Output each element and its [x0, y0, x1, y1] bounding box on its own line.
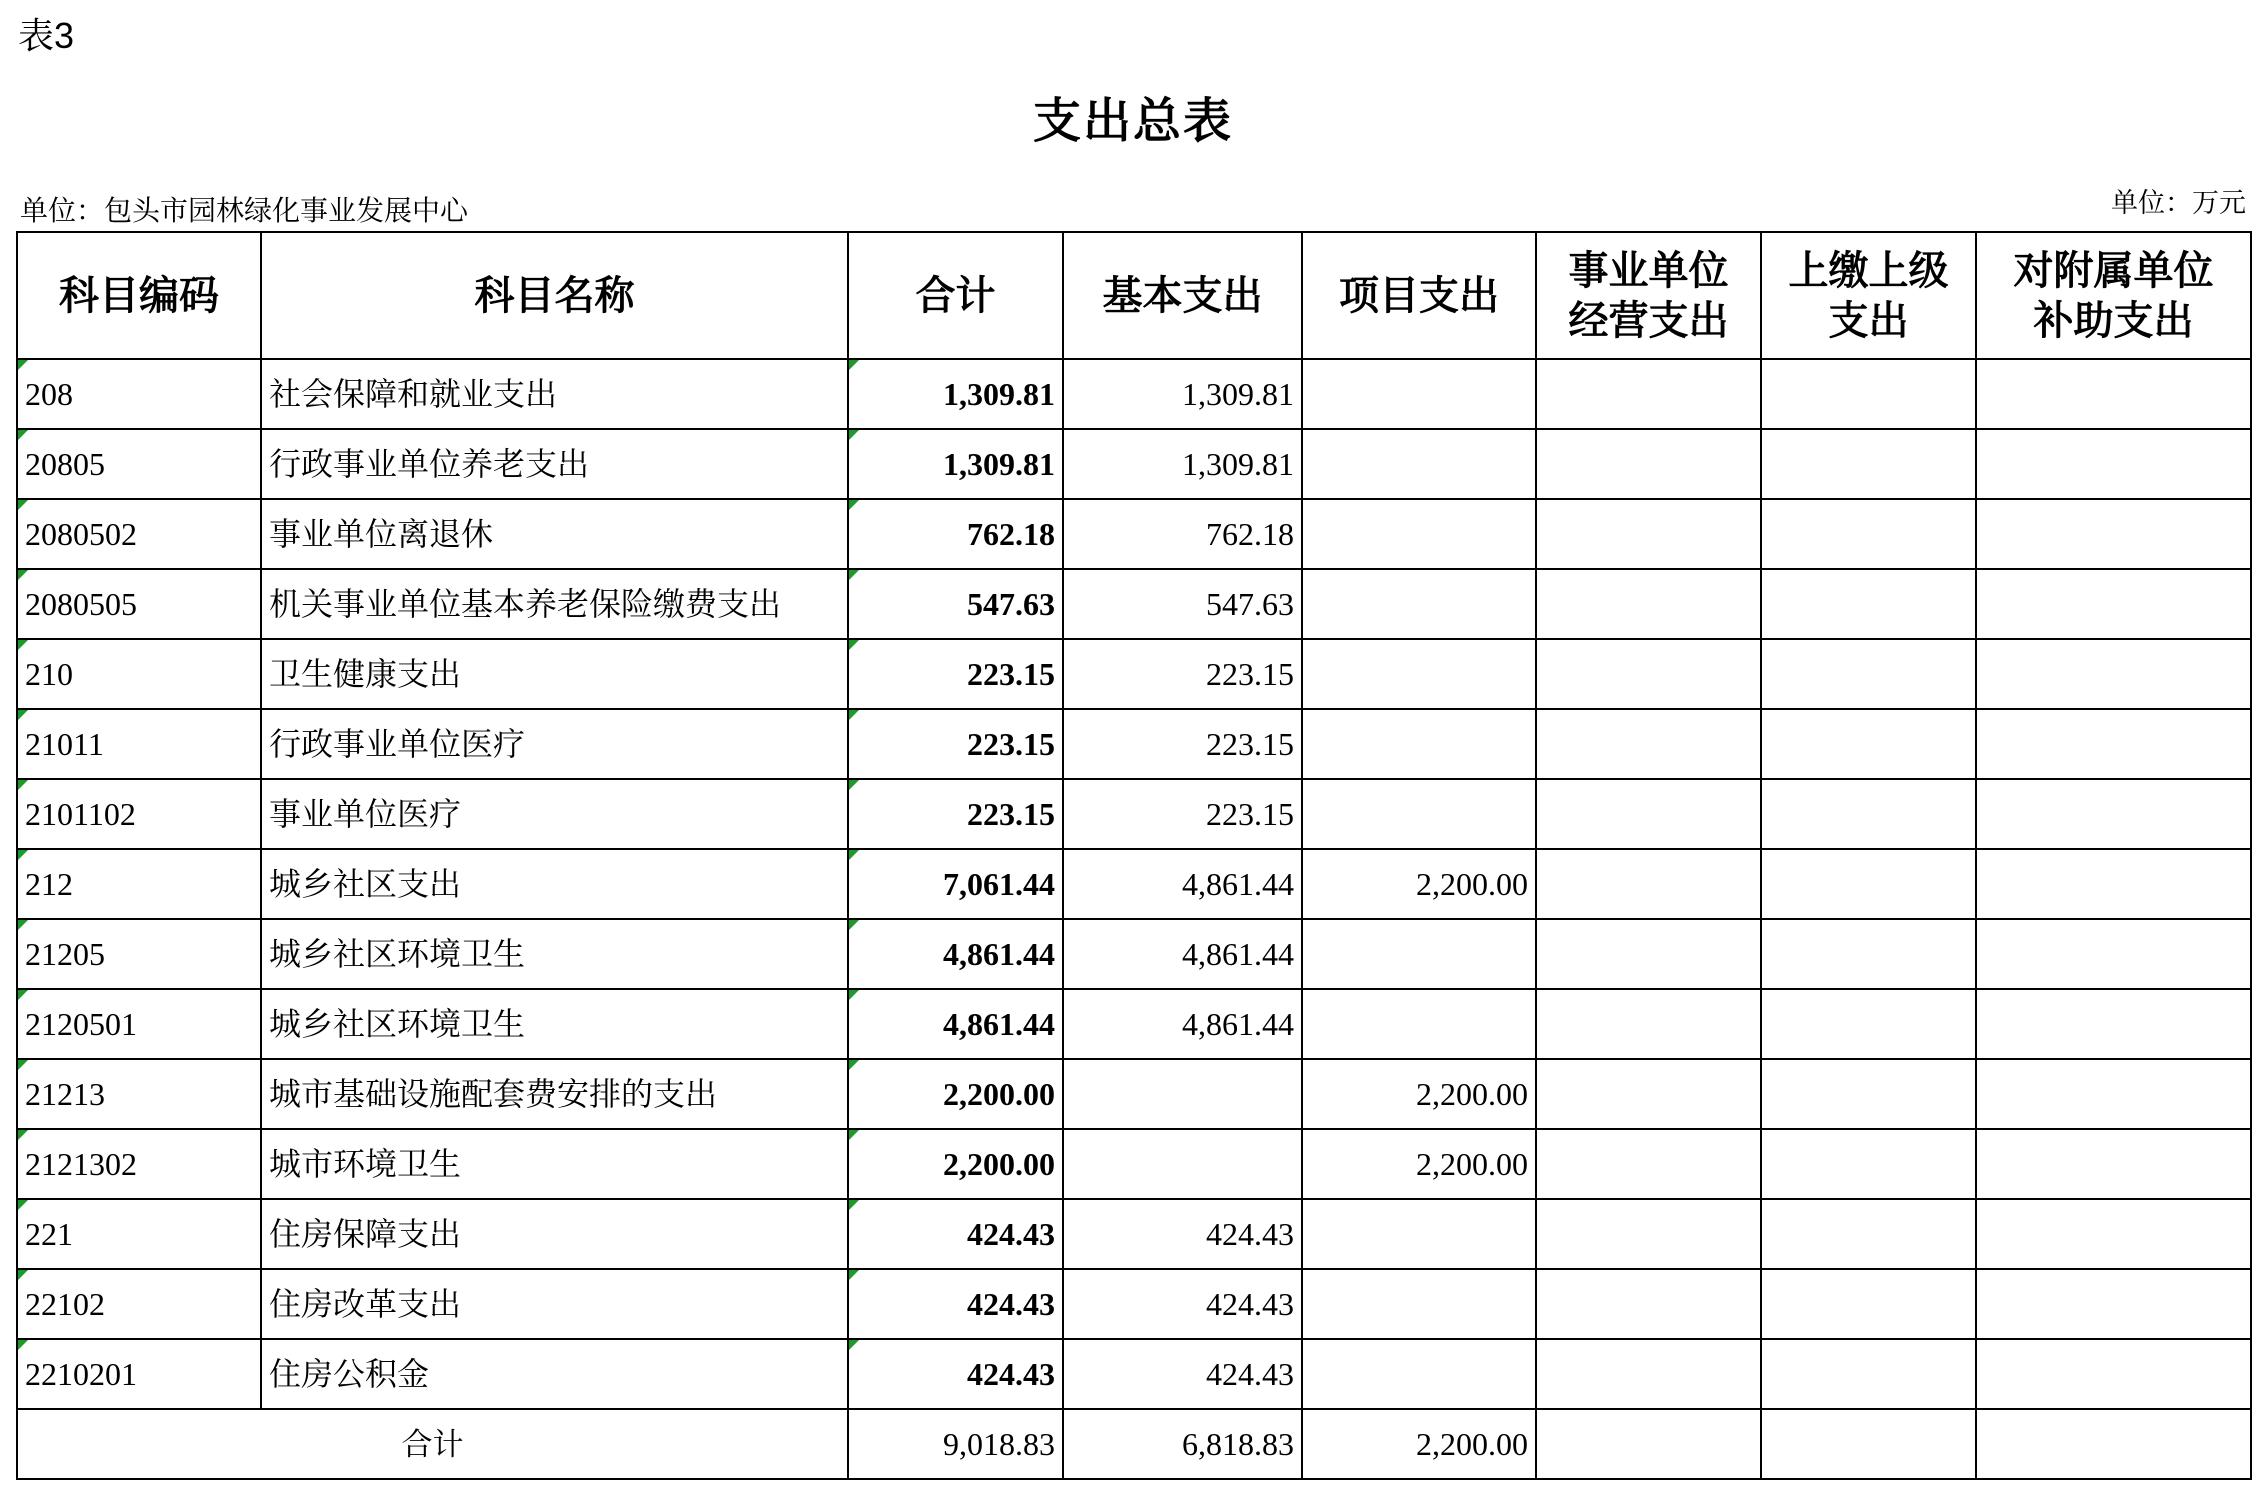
subsidy-expenditure-cell [1976, 429, 2251, 499]
table-row [17, 1129, 2251, 1199]
project-expenditure-cell: 2,200.00 [1302, 1059, 1536, 1129]
table-header [17, 232, 2251, 359]
subject-name-cell: 城市环境卫生 [261, 1129, 848, 1199]
upper-payment-cell [1761, 1059, 1976, 1129]
upper-payment-cell [1761, 1129, 1976, 1199]
total-amount-cell: 4,861.44 [848, 919, 1063, 989]
subject-code-cell: 2101102 [17, 779, 261, 849]
business-expenditure-cell [1536, 989, 1761, 1059]
table-row [17, 919, 2251, 989]
business-expenditure-cell [1536, 1199, 1761, 1269]
business-expenditure-cell [1536, 359, 1761, 429]
subsidy-expenditure-cell [1976, 709, 2251, 779]
table-row [17, 849, 2251, 919]
basic-expenditure-cell: 223.15 [1063, 709, 1302, 779]
table-row [17, 569, 2251, 639]
business-expenditure-cell [1536, 849, 1761, 919]
subject-code-cell: 22102 [17, 1269, 261, 1339]
project-expenditure-cell: 2,200.00 [1302, 849, 1536, 919]
subject-name-cell: 社会保障和就业支出 [261, 359, 848, 429]
upper-payment-cell [1761, 1339, 1976, 1409]
basic-expenditure-cell: 4,861.44 [1063, 989, 1302, 1059]
subsidy-expenditure-cell [1976, 499, 2251, 569]
business-expenditure-cell [1536, 1269, 1761, 1339]
table-footer [17, 1409, 2251, 1479]
table-row [17, 779, 2251, 849]
upper-payment-cell [1761, 779, 1976, 849]
basic-expenditure-cell: 223.15 [1063, 779, 1302, 849]
upper-payment-cell [1761, 1199, 1976, 1269]
table-row [17, 709, 2251, 779]
subsidy-expenditure-cell [1976, 639, 2251, 709]
column-header-subsidy [1976, 232, 2251, 359]
total-row-total: 9,018.83 [848, 1409, 1063, 1479]
subject-name-cell: 住房改革支出 [261, 1269, 848, 1339]
upper-payment-cell [1761, 709, 1976, 779]
business-expenditure-cell [1536, 1339, 1761, 1409]
total-row-business [1536, 1409, 1761, 1479]
total-row-upper [1761, 1409, 1976, 1479]
subject-code-cell: 2210201 [17, 1339, 261, 1409]
upper-payment-cell [1761, 919, 1976, 989]
upper-payment-cell [1761, 849, 1976, 919]
subject-code-cell: 21213 [17, 1059, 261, 1129]
subject-code-cell: 212 [17, 849, 261, 919]
column-header-upper [1761, 232, 1976, 359]
subject-name-cell: 城市基础设施配套费安排的支出 [261, 1059, 848, 1129]
subject-code-cell: 2120501 [17, 989, 261, 1059]
subsidy-expenditure-cell [1976, 779, 2251, 849]
table-row [17, 359, 2251, 429]
unit-currency-label: 单位：万元 [2111, 188, 2246, 218]
subsidy-expenditure-cell [1976, 919, 2251, 989]
project-expenditure-cell [1302, 569, 1536, 639]
table-number-label: 表3 [18, 15, 75, 56]
subsidy-expenditure-cell [1976, 1059, 2251, 1129]
total-amount-cell: 1,309.81 [848, 429, 1063, 499]
total-amount-cell: 1,309.81 [848, 359, 1063, 429]
column-header-total: 合计 [848, 232, 1063, 359]
total-row-project: 2,200.00 [1302, 1409, 1536, 1479]
business-expenditure-cell [1536, 779, 1761, 849]
project-expenditure-cell [1302, 1269, 1536, 1339]
basic-expenditure-cell: 424.43 [1063, 1199, 1302, 1269]
subject-name-cell: 住房公积金 [261, 1339, 848, 1409]
subject-name-cell: 行政事业单位养老支出 [261, 429, 848, 499]
project-expenditure-cell [1302, 919, 1536, 989]
expenditure-summary-table [16, 231, 2252, 1480]
total-amount-cell: 424.43 [848, 1269, 1063, 1339]
business-expenditure-cell [1536, 639, 1761, 709]
column-header-subsidy-line-1: 对附属单位 [2013, 248, 2214, 293]
basic-expenditure-cell: 4,861.44 [1063, 849, 1302, 919]
subsidy-expenditure-cell [1976, 989, 2251, 1059]
basic-expenditure-cell: 762.18 [1063, 499, 1302, 569]
subject-code-cell: 21205 [17, 919, 261, 989]
table-row [17, 1059, 2251, 1129]
total-amount-cell: 223.15 [848, 709, 1063, 779]
total-amount-cell: 4,861.44 [848, 989, 1063, 1059]
subject-code-cell: 2080502 [17, 499, 261, 569]
business-expenditure-cell [1536, 1129, 1761, 1199]
table-row [17, 1339, 2251, 1409]
subsidy-expenditure-cell [1976, 1129, 2251, 1199]
basic-expenditure-cell [1063, 1129, 1302, 1199]
project-expenditure-cell [1302, 989, 1536, 1059]
total-amount-cell: 547.63 [848, 569, 1063, 639]
column-header-business-line-1: 事业单位 [1568, 248, 1729, 293]
project-expenditure-cell [1302, 1339, 1536, 1409]
subject-code-cell: 210 [17, 639, 261, 709]
business-expenditure-cell [1536, 709, 1761, 779]
subsidy-expenditure-cell [1976, 569, 2251, 639]
total-amount-cell: 2,200.00 [848, 1129, 1063, 1199]
business-expenditure-cell [1536, 569, 1761, 639]
table-row [17, 499, 2251, 569]
subject-code-cell: 2080505 [17, 569, 261, 639]
column-header-upper-line-2: 支出 [1828, 298, 1909, 343]
column-header-upper-line-1: 上缴上级 [1788, 248, 1949, 293]
basic-expenditure-cell: 547.63 [1063, 569, 1302, 639]
project-expenditure-cell: 2,200.00 [1302, 1129, 1536, 1199]
business-expenditure-cell [1536, 919, 1761, 989]
table-row [17, 1199, 2251, 1269]
subsidy-expenditure-cell [1976, 1339, 2251, 1409]
table-body [17, 359, 2251, 1409]
table-row [17, 989, 2251, 1059]
business-expenditure-cell [1536, 1059, 1761, 1129]
basic-expenditure-cell: 1,309.81 [1063, 359, 1302, 429]
total-amount-cell: 223.15 [848, 639, 1063, 709]
subject-name-cell: 行政事业单位医疗 [261, 709, 848, 779]
subject-name-cell: 卫生健康支出 [261, 639, 848, 709]
column-header-project: 项目支出 [1302, 232, 1536, 359]
subject-name-cell: 城乡社区支出 [261, 849, 848, 919]
basic-expenditure-cell: 424.43 [1063, 1339, 1302, 1409]
column-header-code: 科目编码 [17, 232, 261, 359]
subsidy-expenditure-cell [1976, 849, 2251, 919]
subsidy-expenditure-cell [1976, 1199, 2251, 1269]
total-amount-cell: 223.15 [848, 779, 1063, 849]
basic-expenditure-cell: 4,861.44 [1063, 919, 1302, 989]
table-row [17, 639, 2251, 709]
project-expenditure-cell [1302, 639, 1536, 709]
column-header-business [1536, 232, 1761, 359]
page-title: 支出总表 [1032, 95, 1233, 148]
upper-payment-cell [1761, 569, 1976, 639]
upper-payment-cell [1761, 639, 1976, 709]
total-amount-cell: 424.43 [848, 1339, 1063, 1409]
column-header-basic: 基本支出 [1063, 232, 1302, 359]
subject-code-cell: 2121302 [17, 1129, 261, 1199]
upper-payment-cell [1761, 359, 1976, 429]
subsidy-expenditure-cell [1976, 1269, 2251, 1339]
column-header-name: 科目名称 [261, 232, 848, 359]
upper-payment-cell [1761, 1269, 1976, 1339]
subject-name-cell: 城乡社区环境卫生 [261, 989, 848, 1059]
total-amount-cell: 424.43 [848, 1199, 1063, 1269]
upper-payment-cell [1761, 499, 1976, 569]
business-expenditure-cell [1536, 499, 1761, 569]
table-row [17, 429, 2251, 499]
subsidy-expenditure-cell [1976, 359, 2251, 429]
upper-payment-cell [1761, 429, 1976, 499]
total-row-subsidy [1976, 1409, 2251, 1479]
total-row-label: 合计 [17, 1409, 848, 1479]
basic-expenditure-cell: 1,309.81 [1063, 429, 1302, 499]
project-expenditure-cell [1302, 499, 1536, 569]
table-total-row [17, 1409, 2251, 1479]
subject-code-cell: 21011 [17, 709, 261, 779]
table-header-row [17, 232, 2251, 359]
subject-name-cell: 住房保障支出 [261, 1199, 848, 1269]
subject-code-cell: 221 [17, 1199, 261, 1269]
column-header-business-line-2: 经营支出 [1568, 298, 1729, 343]
project-expenditure-cell [1302, 709, 1536, 779]
project-expenditure-cell [1302, 429, 1536, 499]
total-amount-cell: 2,200.00 [848, 1059, 1063, 1129]
column-header-subsidy-line-2: 补助支出 [2033, 298, 2194, 343]
subject-name-cell: 城乡社区环境卫生 [261, 919, 848, 989]
basic-expenditure-cell: 424.43 [1063, 1269, 1302, 1339]
subject-code-cell: 20805 [17, 429, 261, 499]
subject-name-cell: 机关事业单位基本养老保险缴费支出 [261, 569, 848, 639]
upper-payment-cell [1761, 989, 1976, 1059]
project-expenditure-cell [1302, 779, 1536, 849]
total-amount-cell: 7,061.44 [848, 849, 1063, 919]
subject-code-cell: 208 [17, 359, 261, 429]
unit-organization-label: 单位：包头市园林绿化事业发展中心 [20, 196, 469, 227]
total-amount-cell: 762.18 [848, 499, 1063, 569]
project-expenditure-cell [1302, 359, 1536, 429]
basic-expenditure-cell: 223.15 [1063, 639, 1302, 709]
subject-name-cell: 事业单位医疗 [261, 779, 848, 849]
basic-expenditure-cell [1063, 1059, 1302, 1129]
business-expenditure-cell [1536, 429, 1761, 499]
project-expenditure-cell [1302, 1199, 1536, 1269]
table-row [17, 1269, 2251, 1339]
subject-name-cell: 事业单位离退休 [261, 499, 848, 569]
total-row-basic: 6,818.83 [1063, 1409, 1302, 1479]
